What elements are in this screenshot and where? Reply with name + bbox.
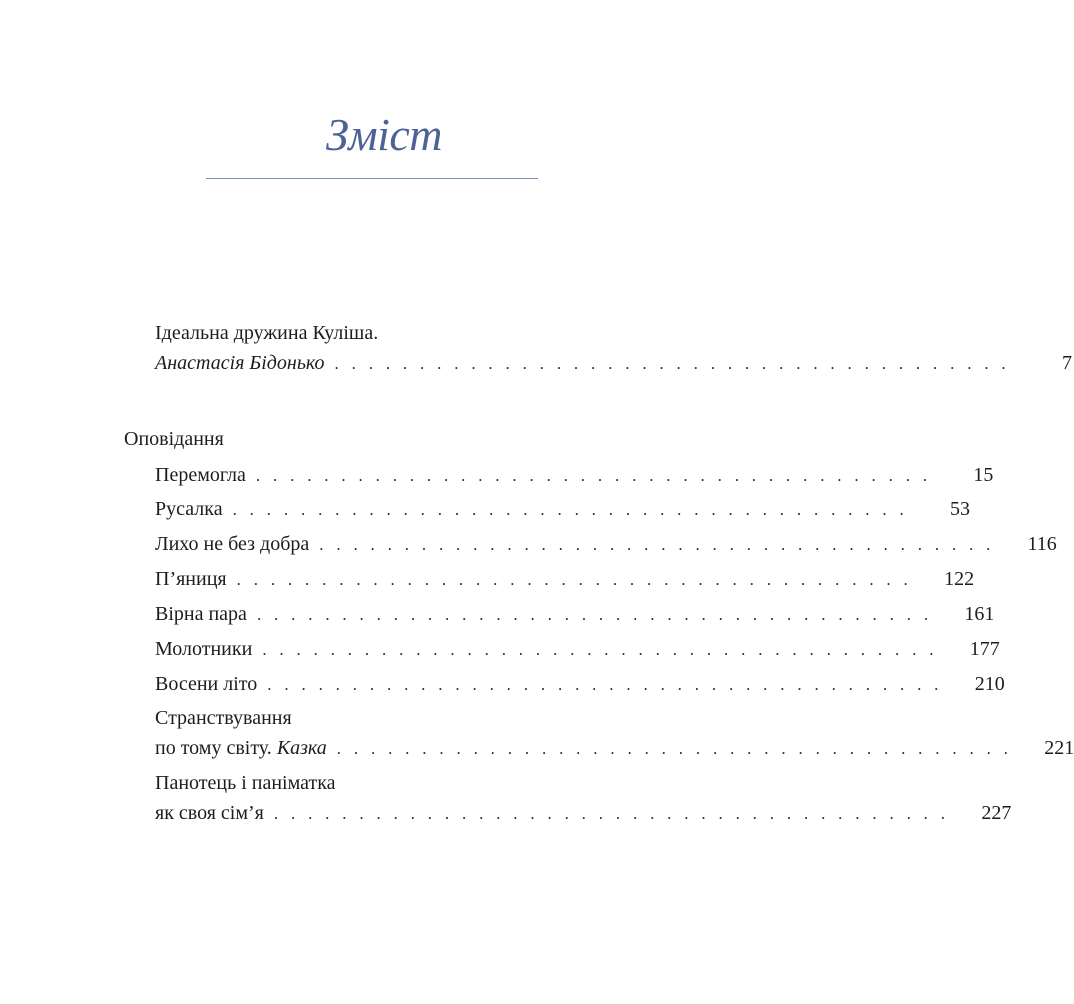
toc-entry[interactable] bbox=[155, 460, 994, 490]
toc-entry-label: як своя сім’я bbox=[155, 802, 264, 824]
toc-entry-label: П’яниця bbox=[155, 568, 227, 590]
toc-entry-label: Молотники bbox=[155, 638, 253, 660]
title-underline bbox=[206, 178, 538, 179]
toc-dot-leader: . . . . . . . . . . . . . . . . . . . . . . . . . . . . . . . . . . . . . . . . bbox=[273, 804, 950, 823]
toc-entry[interactable] bbox=[155, 733, 1074, 763]
toc-entry-intro-line1[interactable] bbox=[155, 318, 610, 348]
toc-entry[interactable] bbox=[155, 798, 1012, 828]
toc-dot-leader: . . . . . . . . . . . . . . . . . . . . . . . . . . . . . . . . . . . . . . . . bbox=[334, 354, 1010, 373]
toc-entry[interactable] bbox=[155, 599, 995, 629]
toc-dot-leader: . . . . . . . . . . . . . . . . . . . . . . . . . . . . . . . . . . . . . . . . bbox=[336, 739, 1013, 758]
toc-dot-leader: . . . . . . . . . . . . . . . . . . . . . . . . . . . . . . . . . . . . . . . . bbox=[232, 500, 909, 519]
toc-entry-label: Восени літо bbox=[155, 673, 258, 695]
toc-entry-line1[interactable] bbox=[155, 768, 610, 798]
toc-entry-label: по тому світу. bbox=[155, 737, 272, 759]
toc-entry-author: Анастасія Бідонько bbox=[155, 352, 325, 374]
toc-page-number: 210 bbox=[974, 673, 1005, 695]
toc-entry-line1[interactable] bbox=[155, 703, 610, 733]
toc-page-number: 227 bbox=[981, 802, 1012, 824]
toc-page-number: 116 bbox=[1027, 533, 1057, 555]
toc-page-number: 53 bbox=[950, 498, 971, 520]
toc-page-number: 221 bbox=[1044, 737, 1074, 759]
toc-page-number: 15 bbox=[973, 464, 994, 486]
toc-entry-label: Лихо не без добра bbox=[155, 533, 310, 555]
toc-entry-label: Странствування bbox=[155, 707, 292, 729]
toc-dot-leader: . . . . . . . . . . . . . . . . . . . . . . . . . . . . . . . . . . . . . . . . bbox=[256, 605, 933, 624]
toc-entry-label: Вірна пара bbox=[155, 603, 247, 625]
toc-entry[interactable] bbox=[155, 634, 1000, 664]
toc-dot-leader: . . . . . . . . . . . . . . . . . . . . . . . . . . . . . . . . . . . . . . . . bbox=[267, 675, 943, 694]
toc-page-number: 122 bbox=[944, 568, 975, 590]
toc-page-number: 7 bbox=[1061, 352, 1072, 374]
toc-entry-label: Русалка bbox=[155, 498, 223, 520]
toc-entry[interactable] bbox=[155, 669, 1005, 699]
toc-page-number: 161 bbox=[964, 603, 995, 625]
toc-entry-label: Ідеальна дружина Куліша. bbox=[155, 322, 379, 344]
toc-entry-genre: Казка bbox=[276, 737, 327, 759]
section-heading: Оповідання bbox=[124, 428, 224, 450]
toc-dot-leader: . . . . . . . . . . . . . . . . . . . . . . . . . . . . . . . . . . . . . . . . bbox=[255, 466, 932, 485]
toc-dot-leader: . . . . . . . . . . . . . . . . . . . . . . . . . . . . . . . . . . . . . . . . bbox=[262, 640, 938, 659]
toc-entry-label: Панотець і паніматка bbox=[155, 772, 336, 794]
toc-entry-intro[interactable] bbox=[155, 348, 1072, 378]
toc-entry-label: Перемогла bbox=[155, 464, 246, 486]
toc-page-number: 177 bbox=[969, 638, 1000, 660]
toc-entry[interactable] bbox=[155, 564, 975, 594]
toc-entry[interactable] bbox=[155, 529, 1057, 559]
toc-entry[interactable] bbox=[155, 494, 971, 524]
toc-dot-leader: . . . . . . . . . . . . . . . . . . . . . . . . . . . . . . . . . . . . . . . . bbox=[236, 570, 913, 589]
page-title: Зміст bbox=[325, 109, 443, 160]
toc-dot-leader: . . . . . . . . . . . . . . . . . . . . . . . . . . . . . . . . . . . . . . . . bbox=[319, 535, 995, 554]
